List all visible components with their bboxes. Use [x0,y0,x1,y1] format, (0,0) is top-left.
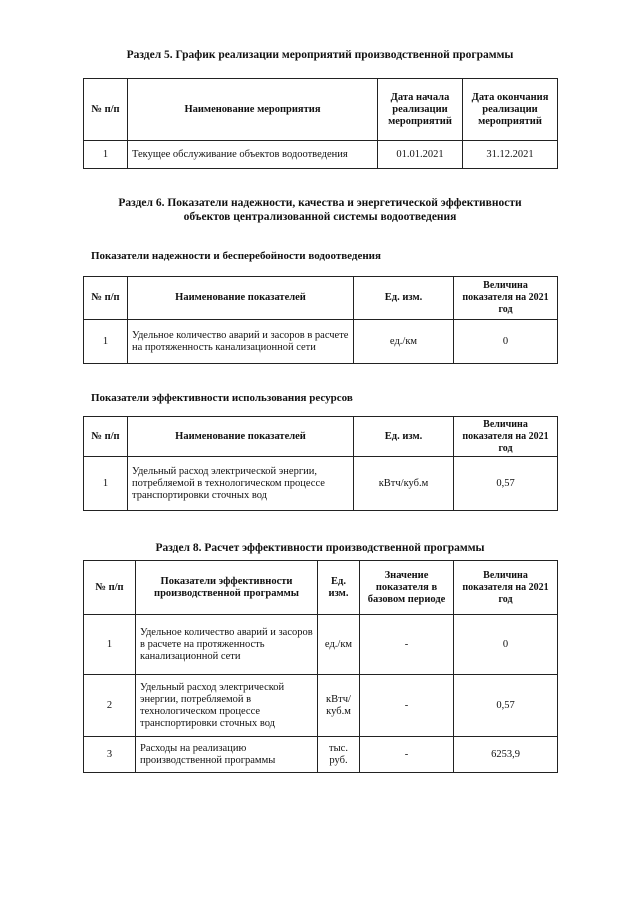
header-indicator-name: Наименование показателей [128,417,354,457]
cell-unit: тыс. руб. [318,737,360,773]
table-row [84,457,558,511]
cell-base-value: - [360,675,454,737]
cell-indicator-name: Удельное количество аварий и засоров в расчете на протяженность канализационной сети [128,320,354,364]
table-header-row [84,561,558,615]
cell-value-2021: 0,57 [454,457,558,511]
cell-value-2021: 0,57 [454,675,558,737]
cell-value-2021: 6253,9 [454,737,558,773]
cell-unit: кВтч/куб.м [354,457,454,511]
header-number: № п/п [84,417,128,457]
cell-base-value: - [360,737,454,773]
header-value-2021: Величина показателя на 2021 год [454,561,558,615]
header-unit: Ед. изм. [318,561,360,615]
header-value-2021: Величина показателя на 2021 год [454,417,558,457]
cell-unit: ед./км [354,320,454,364]
cell-value-2021: 0 [454,320,558,364]
cell-number: 2 [84,675,136,737]
cell-indicator-name: Удельное количество аварий и засоров в расчете на протяженность канализационной сети [136,615,318,675]
section5-table [83,78,558,169]
header-indicator-name: Наименование показателей [128,277,354,320]
header-unit: Ед. изм. [354,417,454,457]
cell-number: 1 [84,457,128,511]
header-name: Наименование мероприятия [128,79,378,141]
section8-table [83,560,558,773]
table-header-row [84,417,558,457]
cell-unit: ед./км [318,615,360,675]
cell-end-date: 31.12.2021 [463,141,558,169]
cell-number: 1 [84,141,128,169]
cell-number: 3 [84,737,136,773]
table-header-row [84,277,558,320]
table-row [84,675,558,737]
section6-title-line1: Раздел 6. Показатели надежности, качества и энергетической эффективности [118,197,522,209]
table-row [84,320,558,364]
efficiency-subtitle: Показатели эффективности использования ресурсов [91,392,353,404]
section6-title-line2: объектов централизованной системы водоотведения [183,211,457,223]
cell-unit: кВтч/ куб.м [318,675,360,737]
cell-value-2021: 0 [454,615,558,675]
header-end-date: Дата окончания реализации мероприятий [463,79,558,141]
reliability-subtitle: Показатели надежности и бесперебойности водоотведения [91,250,381,262]
table-row [84,615,558,675]
header-number: № п/п [84,561,136,615]
header-start-date: Дата начала реализации мероприятий [378,79,463,141]
cell-base-value: - [360,615,454,675]
header-number: № п/п [84,79,128,141]
cell-name: Текущее обслуживание объектов водоотведения [128,141,378,169]
cell-indicator-name: Удельный расход электрической энергии, потребляемой в технологическом процессе транспортировки сточных вод [136,675,318,737]
header-unit: Ед. изм. [354,277,454,320]
section5-title: Раздел 5. График реализации мероприятий производственной программы [126,49,514,61]
header-value-2021: Величина показателя на 2021 год [454,277,558,320]
cell-number: 1 [84,320,128,364]
table-row [84,737,558,773]
cell-indicator-name: Удельный расход электрической энергии, потребляемой в технологическом процессе транспортировки сточных вод [128,457,354,511]
header-base-value: Значение показателя в базовом периоде [360,561,454,615]
cell-start-date: 01.01.2021 [378,141,463,169]
efficiency-table [83,416,558,511]
cell-indicator-name: Расходы на реализацию производственной программы [136,737,318,773]
section8-title: Раздел 8. Расчет эффективности производственной программы [155,542,485,554]
header-number: № п/п [84,277,128,320]
table-row [84,141,558,169]
cell-number: 1 [84,615,136,675]
reliability-table [83,276,558,364]
table-header-row [84,79,558,141]
header-indicator-name: Показатели эффективности производственной программы [136,561,318,615]
